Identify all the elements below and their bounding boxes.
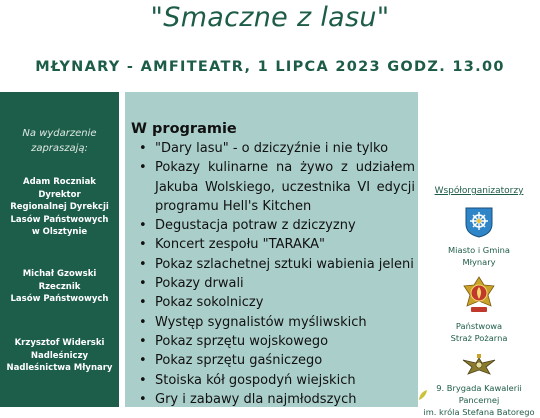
program-heading: W programie — [131, 121, 237, 137]
bullet-icon: • — [139, 391, 147, 407]
program-item-text: Gry i zabawy dla najmłodszych — [155, 391, 357, 407]
bullet-icon: • — [139, 276, 147, 292]
coorganizers-column — [418, 92, 540, 417]
bullet-icon: • — [139, 314, 147, 330]
program-item-text: Występ sygnalistów myśliwskich — [155, 314, 367, 330]
program-item-text: Koncert zespołu "TARAKA" — [155, 237, 326, 253]
host-role-line: Regionalnej Dyrekcji — [10, 202, 109, 212]
host-role-line: w Olsztynie — [31, 227, 88, 237]
program-item-text: "Dary lasu" - o dziczyźnie i nie tylko — [155, 141, 389, 156]
host-role-line: Nadleśniczy — [30, 350, 89, 361]
caption-line: Straż Pożarna — [450, 333, 508, 343]
coorganizer-caption — [418, 244, 540, 268]
program-item — [139, 216, 415, 235]
program-item — [139, 390, 415, 407]
host-role-line: Lasów Państwowych — [10, 294, 109, 304]
bullet-icon: • — [139, 295, 147, 311]
program-item — [139, 313, 415, 332]
program-item — [139, 158, 415, 216]
host-person — [0, 268, 119, 306]
caption-line: im. króla Stefana Batorego — [423, 407, 535, 417]
program-item-text: Pokazy drwali — [155, 276, 244, 292]
caption-line: Państwowa — [455, 321, 503, 331]
program-item-text: Pokaz sokolniczy — [155, 295, 264, 311]
fire-service-emblem-icon — [462, 276, 496, 314]
coorganizer-caption — [418, 382, 540, 418]
coat-of-arms-icon — [464, 206, 494, 238]
host-role-line: Rzecznik — [38, 281, 81, 292]
event-title: "Smaczne z lasu" — [150, 2, 390, 33]
caption-line: Młynary — [462, 257, 496, 267]
program-panel — [125, 92, 418, 407]
program-item — [139, 293, 415, 312]
program-item-text: Stoiska kół gospodyń wiejskich — [155, 372, 356, 388]
caption-line: 9. Brygada Kawalerii Pancernej — [436, 383, 522, 405]
host-role-line: Dyrektor — [38, 189, 81, 200]
program-item — [139, 274, 415, 293]
bullet-icon: • — [139, 160, 147, 176]
bullet-icon: • — [139, 353, 147, 369]
program-item-text: Pokaz sprzętu wojskowego — [155, 333, 329, 349]
bullet-icon: • — [139, 333, 147, 349]
host-person — [0, 176, 119, 239]
program-item-text: Pokaz szlachetnej sztuki wabienia jeleni — [155, 256, 414, 272]
program-item — [139, 255, 415, 274]
bullet-icon: • — [139, 141, 147, 156]
program-item — [139, 371, 415, 390]
program-item-text: Pokaz sprzętu gaśniczego — [155, 353, 323, 369]
coorganizer-caption — [418, 320, 540, 344]
hosts-panel — [0, 92, 119, 407]
invite-text — [0, 126, 119, 156]
event-location-date: MŁYNARY - AMFITEATR, 1 LIPCA 2023 GODZ. 13.00 — [35, 59, 505, 75]
coorganizers-heading: Współorganizatorzy — [434, 186, 524, 196]
host-name: Michał Gzowski — [22, 269, 97, 279]
bullet-icon: • — [139, 372, 147, 388]
bullet-icon: • — [139, 237, 147, 253]
program-item — [139, 332, 415, 351]
host-name: Krzysztof Widerski — [14, 338, 105, 348]
program-item — [139, 235, 415, 254]
program-list — [139, 139, 415, 407]
program-item-text: Pokazy kulinarne na żywo z udziałem Jakuba Wolskiego, uczestnika VI edycji programu Hell's Kitchen — [155, 160, 415, 214]
program-item-text: Degustacja potraw z dziczyzny — [155, 218, 356, 234]
host-role-line: Lasów Państwowych — [10, 214, 109, 225]
decorative-leaf-icon — [418, 389, 428, 401]
host-person — [0, 337, 119, 375]
program-item — [139, 351, 415, 370]
invite-line: Na wydarzenie — [22, 128, 97, 139]
host-role-line: Nadleśnictwa Młynary — [6, 363, 113, 373]
eagle-emblem-icon — [462, 354, 496, 378]
host-name: Adam Roczniak — [23, 177, 96, 187]
invite-line: zapraszają: — [31, 143, 88, 154]
program-item — [139, 139, 415, 158]
caption-line: Miasto i Gmina — [448, 245, 510, 255]
bullet-icon: • — [139, 256, 147, 272]
bullet-icon: • — [139, 218, 147, 234]
